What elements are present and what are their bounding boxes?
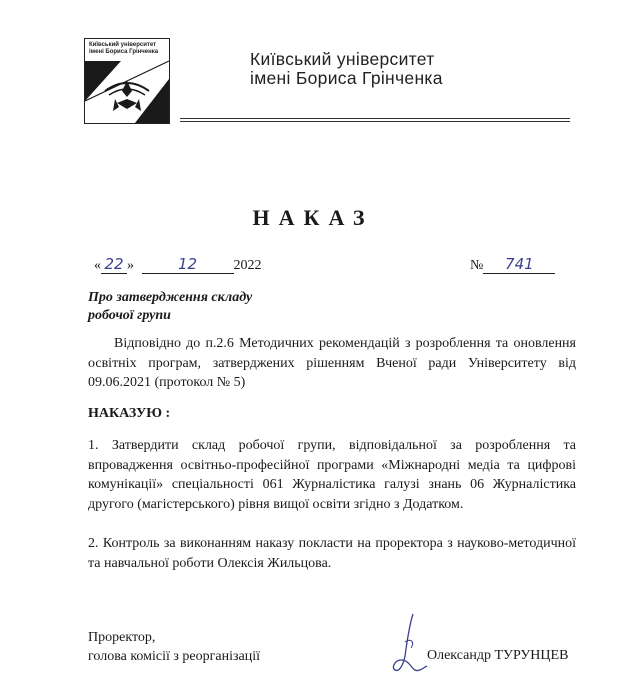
date-year: 2022: [233, 258, 262, 273]
date-open-quote: «: [94, 258, 101, 273]
order-number: [470, 255, 555, 274]
order-item-2: 2. Контроль за виконанням наказу покласти на проректора з науково-методичної та навчальної роботи Олексія Жильцова.: [88, 536, 576, 571]
signatory-position-line1: Проректор,: [88, 630, 156, 645]
preamble-paragraph: Відповідно до п.2.6 Методичних рекомендацій з розроблення та оновлення освітніх програм, затверджених рішенням Вченої ради Університету від 09.06.2021 (протокол № 5): [88, 336, 576, 390]
date-day: 22: [101, 255, 127, 274]
signatory-position: [88, 628, 260, 666]
date-month: 12: [142, 255, 234, 274]
logo-text-line2: імені Бориса Грінченка: [89, 49, 159, 55]
university-name: [250, 50, 443, 88]
subject-line1: Про затвердження складу: [88, 290, 253, 305]
logo-text-line1: Київський університет: [89, 42, 157, 48]
document-title: НАКАЗ: [252, 205, 374, 230]
header-divider-thin: [180, 121, 570, 122]
order-number-value: 741: [483, 255, 555, 274]
subject-line2: робочої групи: [88, 308, 171, 323]
university-name-line2: імені Бориса Грінченка: [250, 68, 443, 88]
order-label: НАКАЗУЮ :: [88, 406, 171, 421]
date-close-quote: »: [127, 258, 134, 273]
logo-emblem-icon: [85, 39, 169, 123]
order-item-1: 1. Затвердити склад робочої групи, відповідальної за розроблення та впровадження освітньо-професійної програми «Міжнародні медіа та цифрові комунікації» спеціальності 061 Журналістика галузі знань 06 Журналістика другого (магістерського) рівня вищої освіти згідно з Додатком.: [88, 438, 576, 512]
order-date: [94, 255, 262, 277]
order-subject: [88, 289, 252, 325]
handwritten-signature: [385, 612, 435, 678]
header-divider: [180, 118, 570, 119]
university-name-line1: Київський університет: [250, 49, 435, 69]
order-number-prefix: №: [470, 258, 484, 273]
signatory-position-line2: голова комісії з реорганізації: [88, 649, 260, 664]
signatory-name: Олександр ТУРУНЦЕВ: [427, 648, 569, 663]
university-logo: [84, 38, 170, 124]
